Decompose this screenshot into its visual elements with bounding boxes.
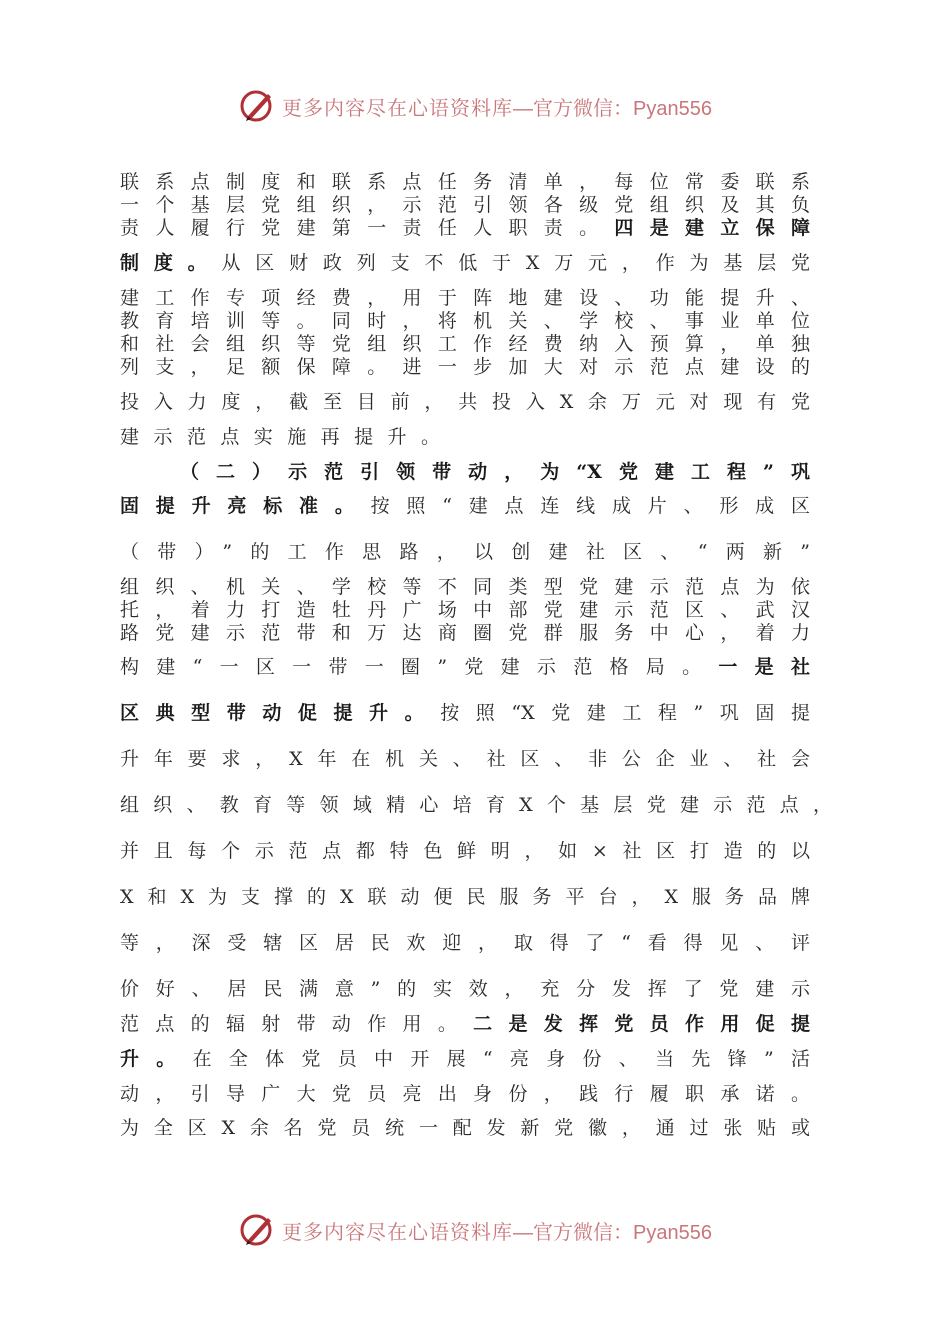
text-line: 固提升亮标准。按照“建点连线成片、形成区 xyxy=(120,495,810,517)
text-line: 投入力度，截至目前，共投入X余万元对现有党 xyxy=(120,391,810,413)
text-line: 价好、居民满意”的实效，充分发挥了党建示 xyxy=(120,978,810,1000)
banner-brand-text: 更多内容尽在心语资料库 xyxy=(282,95,514,120)
text-line: 动，引导广大党员亮出身份，践行履职承诺。 xyxy=(120,1083,810,1105)
banner-wechat-text: —官方微信：Pyan556 xyxy=(513,1221,712,1244)
text-line: 建示范点实施再提升。 xyxy=(120,426,440,448)
text-line: 范点的辐射带动作用。二是发挥党员作用促提 xyxy=(120,1013,810,1035)
text-line: 托，着力打造牡丹广场中部党建示范区、武汉 xyxy=(120,599,810,621)
text-line: 路党建示范带和万达商圈党群服务中心，着力 xyxy=(120,622,810,644)
section-heading: （二）示范引领带动，为“X党建工程”巩 xyxy=(180,461,810,483)
banner-brand-text: 更多内容尽在心语资料库 xyxy=(282,1219,514,1244)
text-line: 制度。从区财政列支不低于X万元，作为基层党 xyxy=(120,252,810,274)
text-line: 责人履行党建第一责任人职责。四是建立保障 xyxy=(120,217,810,239)
text-line: 和社会组织等党组织工作经费纳入预算，单独 xyxy=(120,333,810,355)
text-line: 构建“一区一带一圈”党建示范格局。一是社 xyxy=(120,656,810,678)
text-line: 并且每个示范点都特色鲜明，如×社区打造的以 xyxy=(120,840,810,862)
text-line: 建工作专项经费，用于阵地建设、功能提升、 xyxy=(120,287,810,309)
text-line: 区典型带动促提升。按照“X党建工程”巩固提 xyxy=(120,702,810,724)
text-line: 组织、机关、学校等不同类型党建示范点为依 xyxy=(120,576,810,598)
text-line: 等，深受辖区居民欢迎，取得了“看得见、评 xyxy=(120,932,810,954)
footer-banner xyxy=(0,1210,950,1250)
text-line: 升年要求，X年在机关、社区、非公企业、社会 xyxy=(120,748,810,770)
text-line: 升。在全体党员中开展“亮身份、当先锋”活 xyxy=(120,1048,810,1070)
text-line: （带）”的工作思路，以创建社区、“两新” xyxy=(120,541,810,563)
text-line: 联系点制度和联系点任务清单，每位常委联系 xyxy=(120,171,810,193)
text-line: 列支，足额保障。进一步加大对示范点建设的 xyxy=(120,356,810,378)
banner-wechat-text: —官方微信：Pyan556 xyxy=(513,97,712,120)
text-line: X和X为支撑的X联动便民服务平台，X服务品牌 xyxy=(120,886,810,908)
pen-logo-icon xyxy=(238,86,278,126)
header-banner xyxy=(0,86,950,126)
text-line: 一个基层党组织，示范引领各级党组织及其负 xyxy=(120,194,810,216)
pen-logo-icon xyxy=(238,1210,278,1250)
text-line: 为全区X余名党员统一配发新党徽，通过张贴或 xyxy=(120,1117,810,1139)
text-line: 教育培训等。同时，将机关、学校、事业单位 xyxy=(120,310,810,332)
text-line: 组织、教育等领域精心培育X个基层党建示范点， xyxy=(120,794,832,816)
